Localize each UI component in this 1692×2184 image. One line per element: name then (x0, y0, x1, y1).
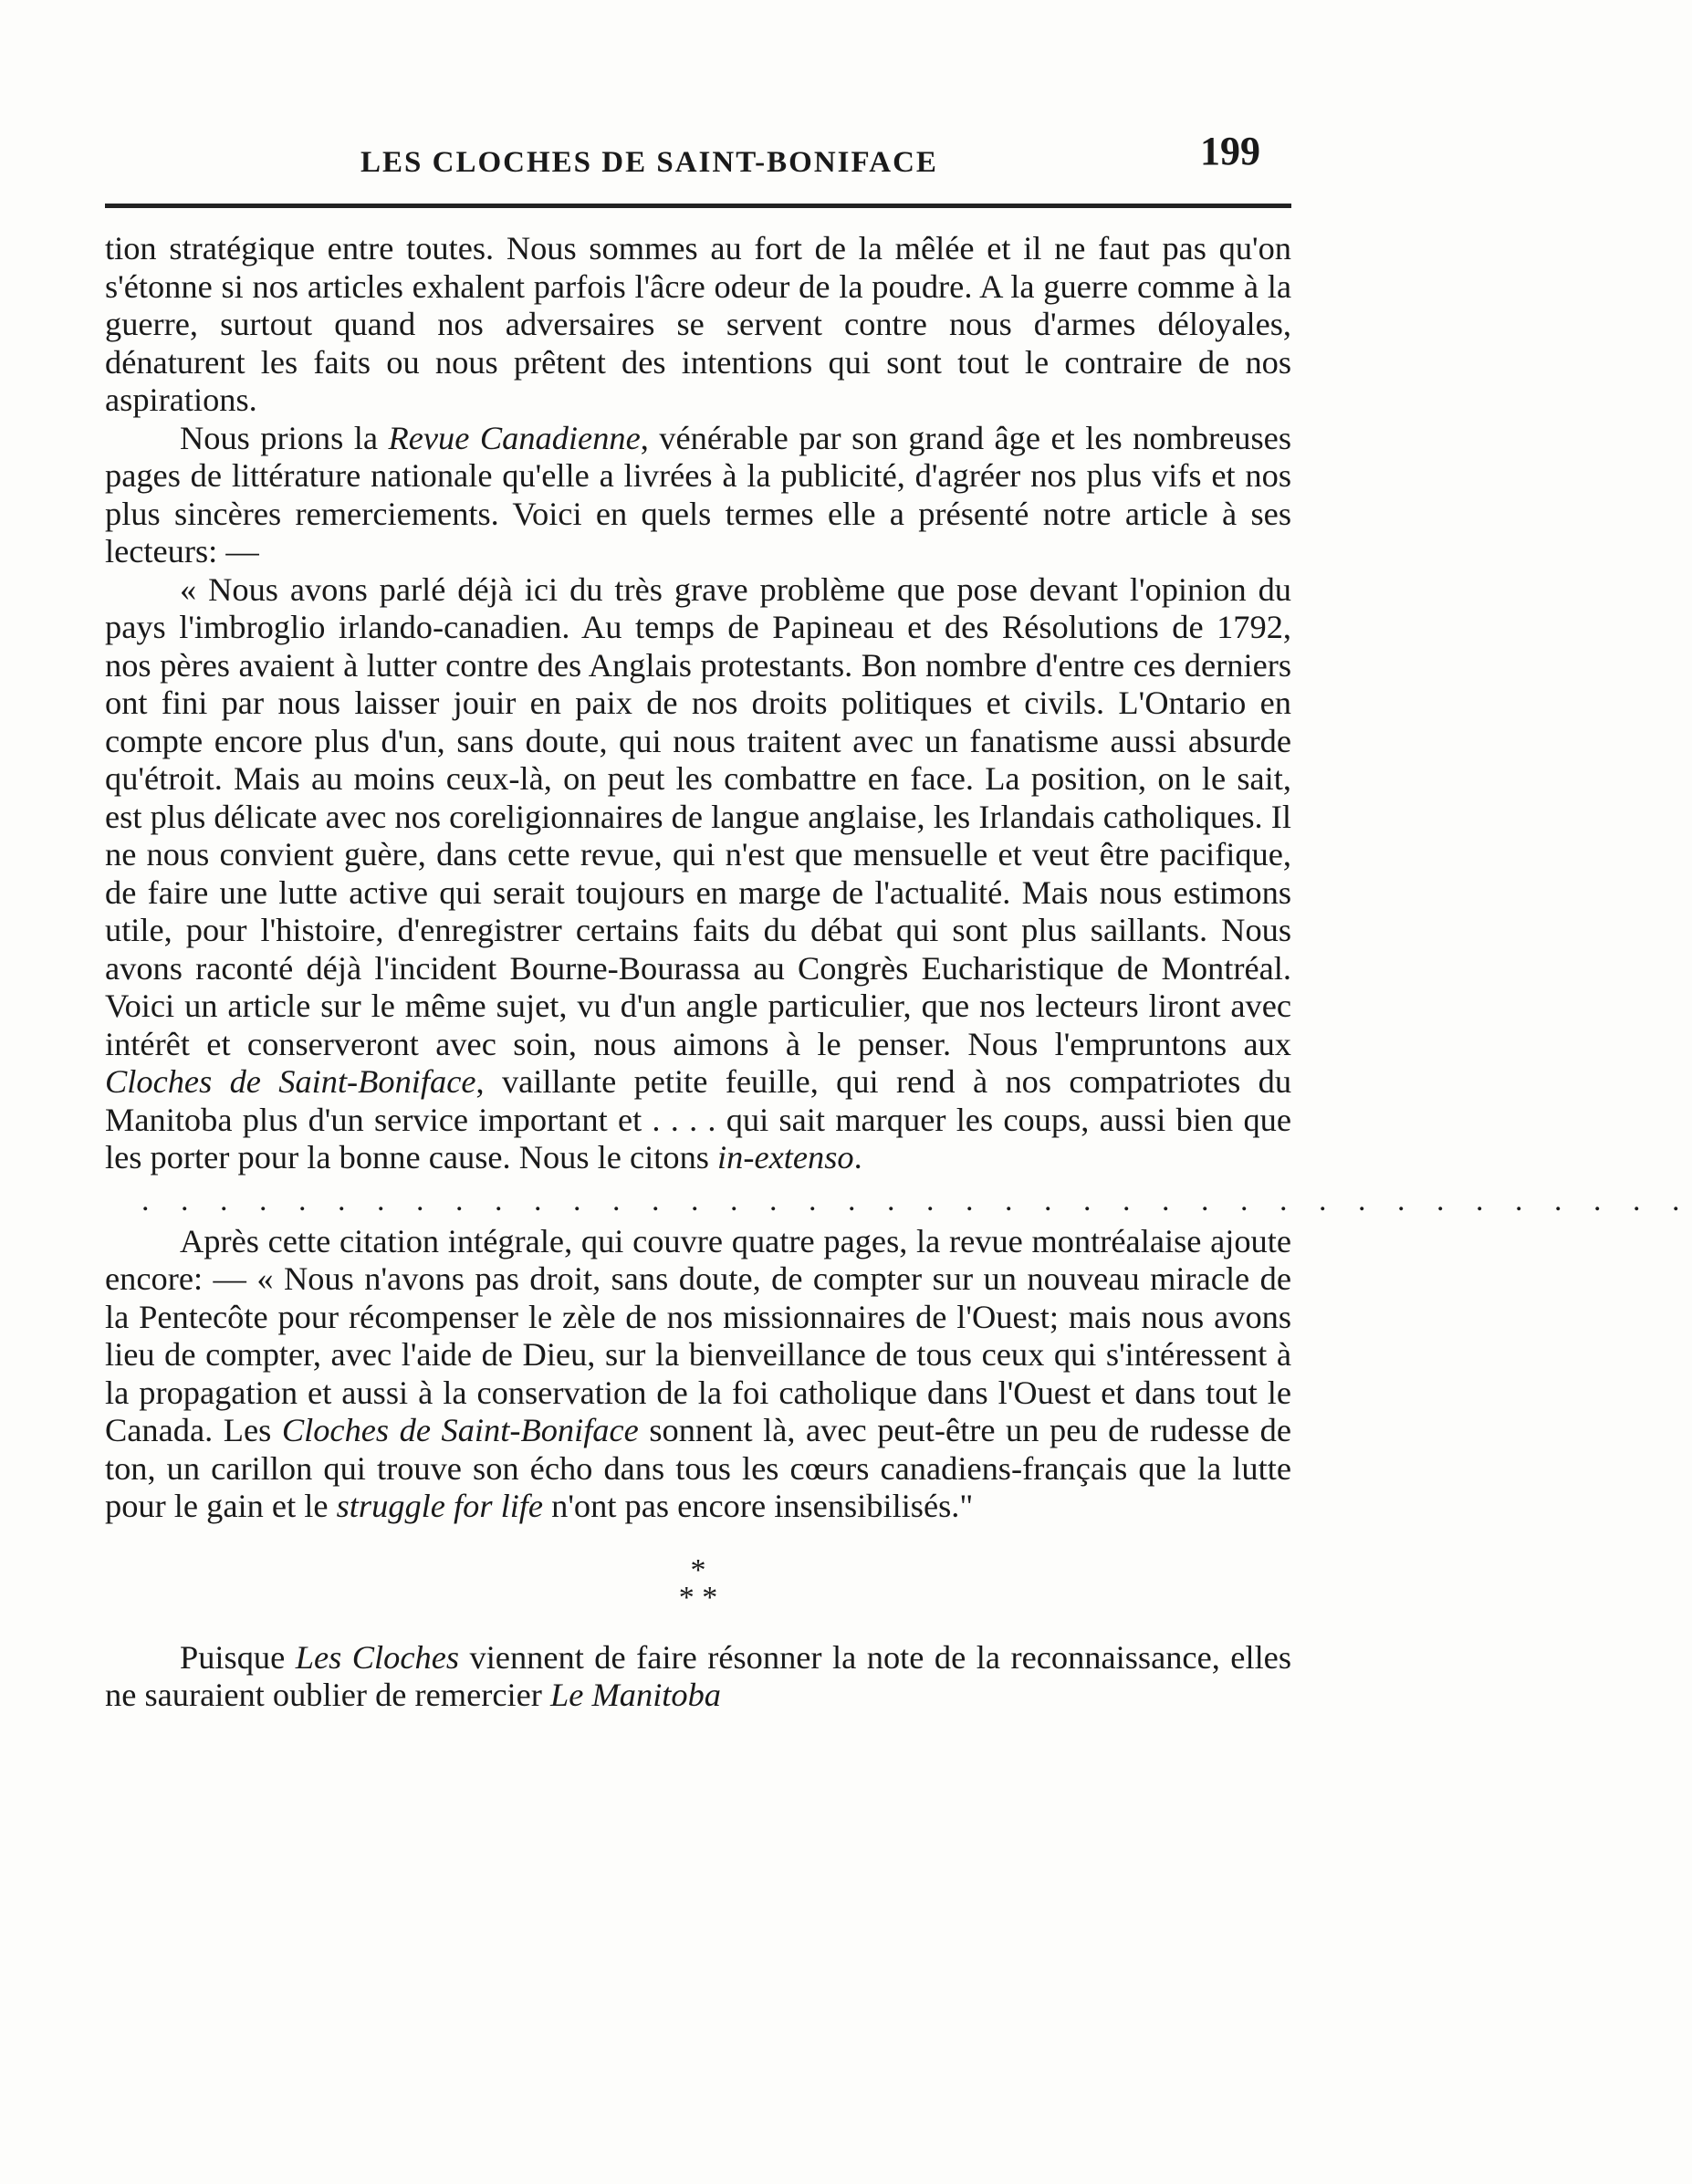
italic-text: Les Cloches (295, 1638, 460, 1676)
body-text (105, 230, 1692, 1715)
running-title: LES CLOCHES DE SAINT-BONIFACE (360, 146, 938, 179)
asterism-bottom: * * (678, 1580, 718, 1614)
italic-text: Le Manitoba (550, 1677, 721, 1713)
page-header (105, 128, 1291, 201)
italic-text: in-extenso (717, 1139, 854, 1176)
text-run: n'ont pas encore insensibilisés." (543, 1488, 974, 1524)
italic-text: Revue Canadienne (388, 419, 641, 456)
text-run: . (853, 1139, 862, 1176)
header-rule (105, 204, 1291, 208)
italic-text: Cloches de Saint-Boniface (281, 1412, 639, 1448)
page-number: 199 (1200, 129, 1260, 173)
paragraph (105, 1639, 1291, 1715)
text-run: Nous prions la (180, 419, 389, 456)
italic-text: Cloches de Saint-Boniface (105, 1063, 476, 1100)
paragraph (105, 1223, 1291, 1526)
text-run: tion stratégique entre toutes. Nous sommes au fort de la mêlée et il ne faut pas qu'on s'étonne si nos articles exhalent parfois l'âcre odeur de la poudre. A la guerre comme à la guerre, surtout quand nos adversaires se servent contre nous d'armes déloyales, dénaturent les faits ou nous prêtent des intentions qui sont tout le contraire de nos aspirations. (105, 230, 1291, 418)
text-run: « Nous avons parlé déjà ici du très grave problème que pose devant l'opinion du pays l'imbroglio irlando-canadien. Au temps de Papineau et des Résolutions de 1792, nos pères avaient à lutter contre des Anglais protestants. Bon nombre d'entre ces derniers ont fini par nous laisser jouir en paix de nos droits politiques et civils. L'Ontario en compte encore plus d'un, sans doute, qui nous traitent avec un fanatisme aussi absurde qu'étroit. Mais au moins ceux-là, on peut les combattre en face. La position, on le sait, est plus délicate avec nos coreligionnaires de langue anglaise, les Irlandais catholiques. Il ne nous convient guère, dans cette revue, qui n'est que mensuelle et veut être pacifique, de faire une lutte active qui serait toujours en marge de l'actualité. Mais nous estimons utile, pour l'histoire, d'enregistrer certains faits du débat qui sont plus saillants. Nous avons raconté déjà l'incident Bourne-Bourassa au Congrès Eucharistique de Montréal. Voici un article sur le même sujet, vu d'un angle particulier, que nos lecteurs liront avec intérêt et conserveront avec soin, nous aimons à le penser. Nous l'empruntons aux (105, 570, 1291, 1062)
asterism-top: * (690, 1552, 706, 1587)
paragraph (105, 230, 1291, 420)
text-run: Après cette citation intégrale, qui couvre quatre pages, la revue montréalaise ajoute encore: — « Nous n'avons pas droit, sans doute, de compter sur un nouveau miracle de la Pentecôte pour récompenser le zèle de nos missionnaires de l'Ouest; mais nous avons lieu de compter, avec l'aide de Dieu, sur la bienveillance de tous ceux qui s'intéressent à la propagation et aussi à la conservation de la foi catholique dans l'Ouest et dans tout le Canada. Les (105, 1222, 1291, 1448)
text-run: sonnent là, avec peut-être un peu de rudesse de ton, un carillon qui trouve son écho dans tous les cœurs canadiens-français que la lutte pour le gain et le (105, 1412, 1291, 1524)
text-run: Puisque (180, 1638, 296, 1676)
dot-leader-separator: . . . . . . . . . . . . . . . . . . . . . . . . . . . . . . . . . . . . . . . . (141, 1183, 1692, 1217)
italic-text: struggle for life (336, 1488, 544, 1524)
text-run: , vaillante petite feuille, qui rend à nos compatriotes du Manitoba plus d'un service important et . . . . qui sait marquer les coups, aussi bien que les porter pour la bonne cause. Nous le citons (105, 1063, 1292, 1176)
paragraph (105, 420, 1291, 571)
text-run: viennent de faire résonner la note de la reconnaissance, elles ne sauraient oublier de remercier (105, 1638, 1291, 1713)
quoted-paragraph (105, 571, 1291, 1177)
text-run: , vénérable par son grand âge et les nombreuses pages de littérature nationale qu'elle a livrées à la publicité, d'agréer nos plus vifs et nos plus sincères remerciements. Voici en quels termes elle a présenté notre article à ses lecteurs: — (105, 419, 1291, 570)
asterism-separator (105, 1552, 1291, 1614)
